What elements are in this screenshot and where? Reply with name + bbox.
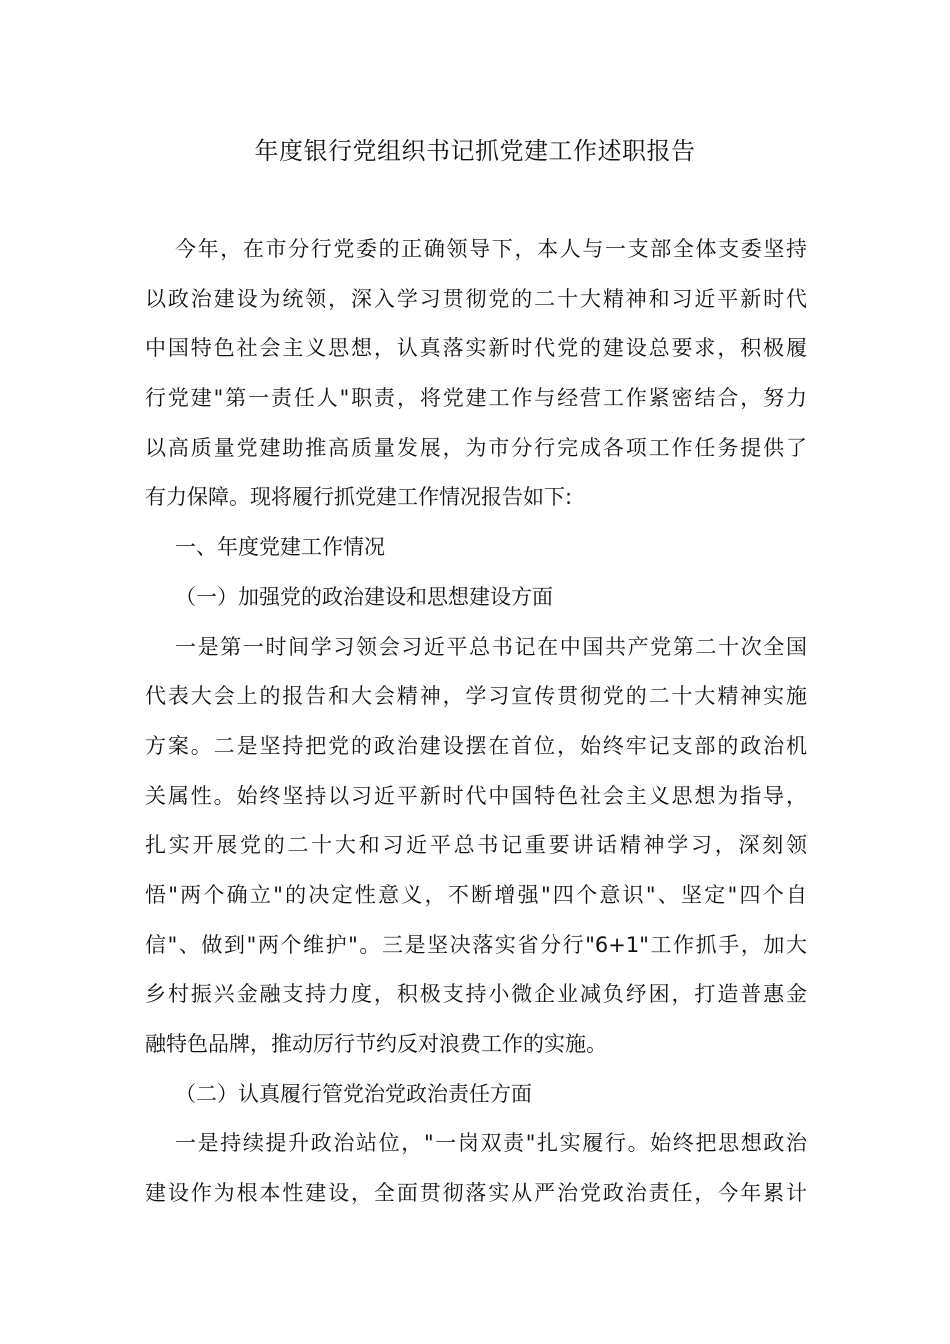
paragraph-line: 建设作为根本性建设，全面贯彻落实从严治党政治责任，今年累计 (145, 1181, 807, 1206)
subsection-heading: （二）认真履行管党治党政治责任方面 (175, 1081, 532, 1106)
paragraph-line: 一是持续提升政治站位，"一岗双责"扎实履行。始终把思想政治 (175, 1131, 807, 1156)
document-title: 年度银行党组织书记抓党建工作述职报告 (254, 137, 696, 165)
paragraph-line: 一是第一时间学习领会习近平总书记在中国共产党第二十次全国 (175, 634, 807, 659)
subsection-heading: （一）加强党的政治建设和思想建设方面 (175, 584, 553, 609)
paragraph-line: 扎实开展党的二十大和习近平总书记重要讲话精神学习，深刻领 (145, 833, 807, 858)
paragraph-line: 代表大会上的报告和大会精神，学习宣传贯彻党的二十大精神实施 (145, 684, 807, 709)
paragraph-line: 融特色品牌，推动厉行节约反对浪费工作的实施。 (145, 1032, 607, 1056)
paragraph-line: 悟"两个确立"的决定性意义，不断增强"四个意识"、坚定"四个自 (145, 882, 807, 907)
paragraph-line: 中国特色社会主义思想，认真落实新时代党的建设总要求，积极履 (145, 336, 807, 361)
paragraph-line: 信"、做到"两个维护"。三是坚决落实省分行"6+1"工作抓手，加大 (145, 932, 807, 957)
paragraph-line: 以政治建设为统领，深入学习贯彻党的二十大精神和习近平新时代 (145, 286, 807, 311)
paragraph-line: 有力保障。现将履行抓党建工作情况报告如下: (145, 485, 573, 510)
paragraph-line: 今年，在市分行党委的正确领导下，本人与一支部全体支委坚持 (175, 237, 807, 261)
document-body (145, 225, 807, 1219)
paragraph-line: 行党建"第一责任人"职责，将党建工作与经营工作紧密结合，努力 (145, 386, 807, 411)
section-heading: 一、年度党建工作情况 (175, 535, 385, 560)
paragraph-line: 关属性。始终坚持以习近平新时代中国特色社会主义思想为指导， (145, 783, 807, 808)
paragraph-line: 乡村振兴金融支持力度，积极支持小微企业减负纾困，打造普惠金 (145, 982, 807, 1007)
paragraph-line: 以高质量党建助推高质量发展，为市分行完成各项工作任务提供了 (145, 435, 807, 460)
paragraph-line: 方案。二是坚持把党的政治建设摆在首位，始终牢记支部的政治机 (145, 733, 807, 758)
